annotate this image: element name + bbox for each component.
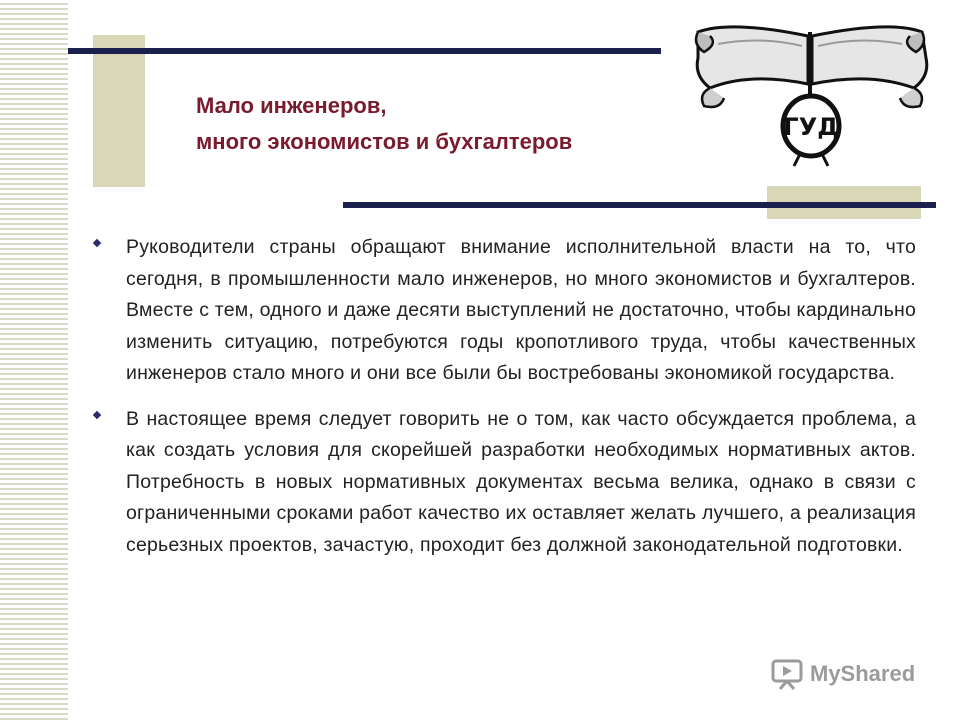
bullet-text: В настоящее время следует говорить не о том, как часто обсуждается проблема, а как создать условия для скорейшей разработки необходимых нормативных актов. Потребность в новых нормативных документах весьма велика, однако в связи с ограниченными сроками работ качество их оставляет желать лучшего, а реализация серьезных проектов, зачастую, проходит без должной законодательной подготовки. xyxy=(126,407,916,556)
watermark xyxy=(770,656,915,692)
slide-title xyxy=(196,88,716,160)
emblem-seal-text: ГУД xyxy=(783,113,839,141)
list-item xyxy=(90,232,916,390)
scroll-emblem-icon xyxy=(690,14,930,174)
striped-side-panel xyxy=(0,0,68,720)
title-line-1: Мало инженеров, xyxy=(196,93,387,118)
decorative-block-left xyxy=(93,35,145,187)
diamond-bullet-icon xyxy=(93,410,101,418)
list-item xyxy=(90,404,916,562)
bullet-text: Руководители страны обращают внимание исполнительной власти на то, что сегодня, в промышленности мало инженеров, но много экономистов и бухгалтеров. Вместе с тем, одного и даже десяти выступлений не достаточно, чтобы кардинально изменить ситуацию, потребуются годы кропотливого труда, чтобы качественных инженеров стало много и они все были бы востребованы экономикой государства. xyxy=(126,236,916,384)
bottom-rule-line xyxy=(343,202,936,208)
bullet-list xyxy=(90,232,916,575)
slideshow-icon xyxy=(770,657,804,691)
diamond-bullet-icon xyxy=(93,239,101,247)
watermark-text: MyShared xyxy=(810,661,916,686)
title-line-2: много экономистов и бухгалтеров xyxy=(196,129,573,154)
top-rule-line xyxy=(68,48,661,54)
